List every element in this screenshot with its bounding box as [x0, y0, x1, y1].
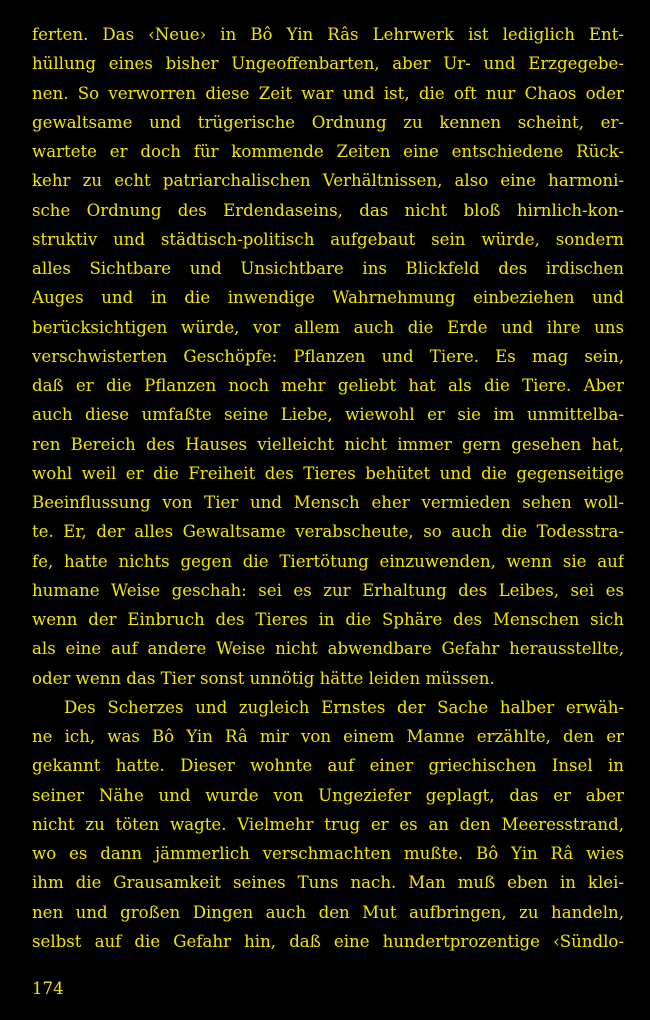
text-line: sche Ordnung des Erdendaseins, das nicht bloß hirnlich-kon-: [32, 200, 624, 220]
text-line: Des Scherzes und zugleich Ernstes der Sache halber erwäh-: [64, 697, 624, 717]
text-line: wo es dann jämmerlich verschmachten mußte. Bô Yin Râ wies: [32, 844, 624, 863]
text-line: nen und großen Dingen auch den Mut aufbringen, zu handeln,: [32, 902, 624, 922]
text-line: berücksichtigen würde, vor allem auch die Erde und ihre uns: [32, 317, 624, 337]
text-line: oder wenn das Tier sonst unnötig hätte leiden müssen.: [32, 668, 495, 688]
page-number: 174: [32, 979, 64, 998]
text-line: Auges und in die inwendige Wahrnehmung einbeziehen und: [32, 288, 624, 308]
text-line: ihm die Grausamkeit seines Tuns nach. Man muß eben in klei-: [32, 873, 624, 893]
text-line: wohl weil er die Freiheit des Tieres behütet und die gegenseitige: [32, 463, 624, 483]
text-line: kehr zu echt patriarchalischen Verhältnissen, also eine harmoni-: [32, 171, 624, 191]
text-line: te. Er, der alles Gewaltsame verabscheute, so auch die Todesstra-: [32, 522, 624, 542]
text-line: wenn der Einbruch des Tieres in die Sphäre des Menschen sich: [32, 610, 624, 629]
text-line: ne ich, was Bô Yin Râ mir von einem Manne erzählte, den er: [32, 727, 624, 746]
paragraph-2: [32, 693, 624, 956]
text-line: gewaltsame und trügerische Ordnung zu kennen scheint, er-: [32, 112, 624, 132]
text-line: nen. So verworren diese Zeit war und ist, die oft nur Chaos oder: [32, 83, 624, 103]
text-line: humane Weise geschah: sei es zur Erhaltung des Leibes, sei es: [32, 580, 624, 600]
text-line: alles Sichtbare und Unsichtbare ins Blickfeld des irdischen: [32, 259, 624, 278]
text-line: seiner Nähe und wurde von Ungeziefer geplagt, das er aber: [32, 785, 624, 805]
body-text: [32, 20, 624, 956]
text-line: als eine auf andere Weise nicht abwendbare Gefahr herausstellte,: [32, 639, 624, 659]
text-line: Beeinflussung von Tier und Mensch eher vermieden sehen woll-: [32, 493, 624, 512]
text-line: gekannt hatte. Dieser wohnte auf einer griechischen Insel in: [32, 756, 624, 776]
text-line: daß er die Pflanzen noch mehr geliebt hat als die Tiere. Aber: [32, 376, 624, 395]
text-line: fe, hatte nichts gegen die Tiertötung einzuwenden, wenn sie auf: [32, 551, 624, 571]
text-line: selbst auf die Gefahr hin, daß eine hundertprozentige ‹Sündlo-: [32, 931, 624, 951]
text-line: wartete er doch für kommende Zeiten eine entschiedene Rück-: [32, 142, 624, 161]
text-line: nicht zu töten wagte. Vielmehr trug er es an den Meeresstrand,: [32, 814, 624, 834]
text-line: ferten. Das ‹Neue› in Bô Yin Râs Lehrwerk ist lediglich Ent-: [32, 25, 624, 44]
text-line: ren Bereich des Hauses vielleicht nicht immer gern gesehen hat,: [32, 434, 624, 454]
paragraph-1: [32, 20, 624, 693]
text-line: auch diese umfaßte seine Liebe, wiewohl er sie im unmittelba-: [32, 405, 624, 425]
text-line: verschwisterten Geschöpfe: Pflanzen und Tiere. Es mag sein,: [32, 346, 624, 366]
text-line: struktiv und städtisch-politisch aufgebaut sein würde, sondern: [32, 229, 624, 249]
text-line: hüllung eines bisher Ungeoffenbarten, aber Ur- und Erzgegebe-: [32, 54, 624, 74]
